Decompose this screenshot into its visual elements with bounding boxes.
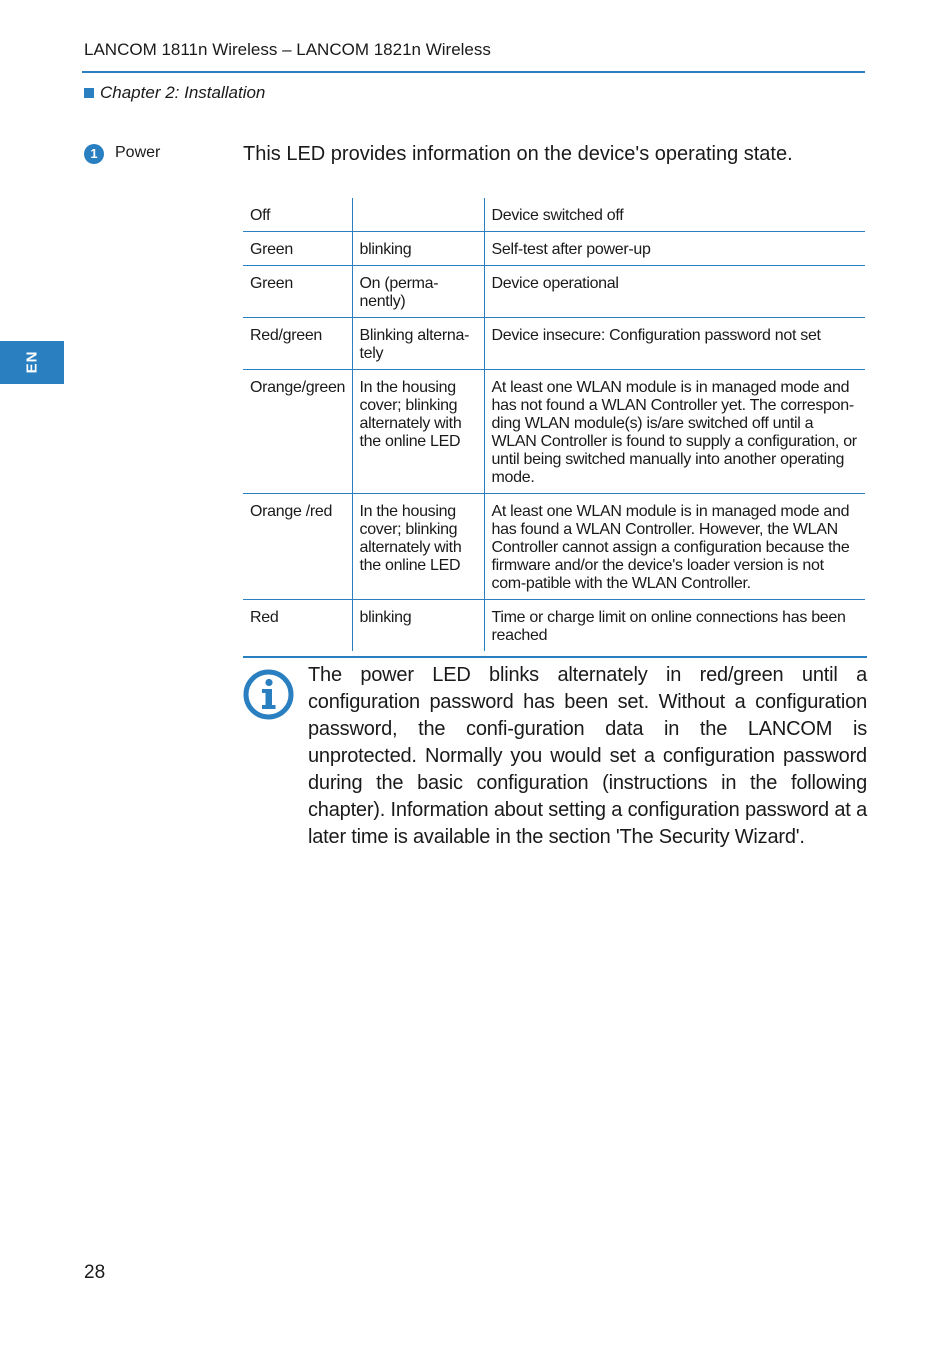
led-color-cell: Red/green	[243, 318, 352, 370]
info-note-text: The power LED blinks alternately in red/green until a configuration password has been set. Without a configuration password, the confi-guration data in the LANCOM is unprotected. Normally you would set a configuration password during the basic configuration (instructions in the following chapter). Information about setting a configuration password at a later time is available in the section 'The Security Wizard'.	[308, 664, 867, 848]
led-color-cell: Orange /red	[243, 494, 352, 600]
led-meaning-cell: Time or charge limit on online connections has been reached	[491, 609, 846, 644]
led-color-cell: Green	[243, 232, 352, 266]
table-row	[243, 370, 865, 494]
info-icon	[243, 669, 294, 720]
led-meaning-cell: Device insecure: Configuration password not set	[484, 318, 865, 370]
table-row	[243, 266, 865, 318]
item-number-badge: 1	[84, 144, 104, 164]
table-row	[243, 600, 865, 652]
language-tab-label: EN	[23, 350, 41, 374]
table-row	[243, 198, 865, 232]
led-state-cell: blinking	[352, 600, 484, 652]
item-description: This LED provides information on the device's operating state.	[243, 143, 793, 165]
led-color-cell: Red	[243, 600, 352, 652]
chapter-label: Chapter 2: Installation	[100, 83, 266, 102]
header-divider	[82, 71, 865, 73]
page-number: 28	[84, 1262, 106, 1283]
led-meaning-cell: At least one WLAN module is in managed mode and has not found a WLAN Controller yet. The correspon-ding WLAN module(s) is/are switched off until a WLAN Controller is found to supply a configuration, or until being switched manually into another operating mode.	[484, 370, 865, 494]
running-header-title: LANCOM 1811n Wireless – LANCOM 1821n Wireless	[84, 40, 491, 59]
note-divider	[243, 656, 867, 658]
led-state-cell: In the housing cover; blinking alternately with the online LED	[352, 494, 484, 600]
square-bullet-icon	[84, 88, 94, 98]
led-state-cell: blinking	[352, 232, 484, 266]
led-meaning-cell: Device switched off	[484, 198, 865, 232]
led-meaning-cell: Device operational	[484, 266, 865, 318]
led-color-cell: Off	[243, 198, 352, 232]
chapter-heading	[84, 83, 265, 103]
led-color-cell: Orange/green	[243, 370, 352, 494]
led-state-cell: On (perma-nently)	[352, 266, 484, 318]
led-state-cell: Blinking alterna-tely	[352, 318, 484, 370]
language-tab	[0, 341, 64, 384]
table-row	[243, 318, 865, 370]
led-meaning-cell: Self-test after power-up	[484, 232, 865, 266]
led-state-cell	[352, 198, 484, 232]
table-row	[243, 494, 865, 600]
led-state-cell: In the housing cover; blinking alternately with the online LED	[352, 370, 484, 494]
table-row	[243, 232, 865, 266]
led-meaning-cell: At least one WLAN module is in managed mode and has found a WLAN Controller. However, the WLAN Controller cannot assign a configuration because the firmware and/or the device's loader version is not com-patible with the WLAN Controller.	[484, 494, 865, 600]
led-status-table	[243, 198, 865, 651]
led-color-cell: Green	[243, 266, 352, 318]
item-label: Power	[115, 144, 161, 161]
